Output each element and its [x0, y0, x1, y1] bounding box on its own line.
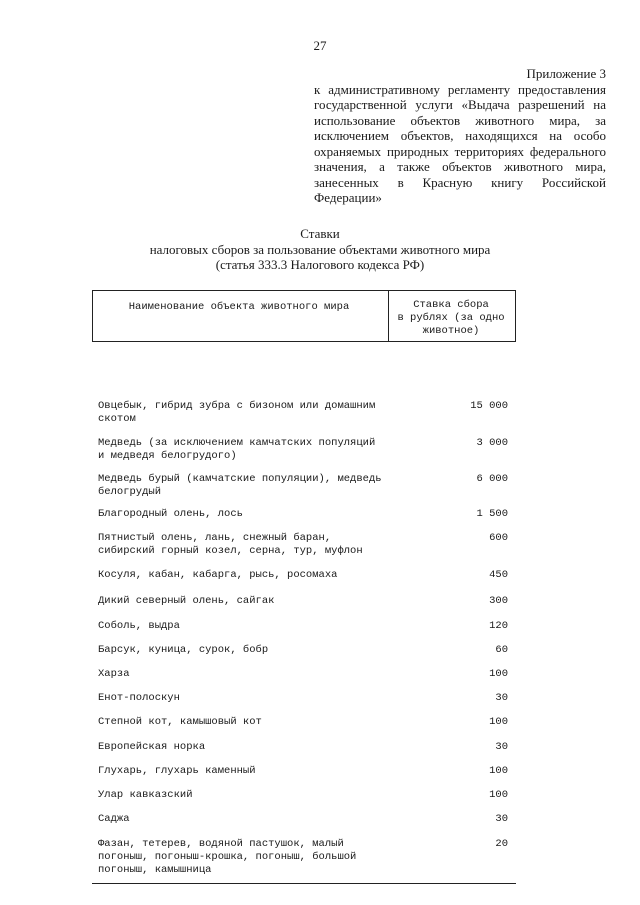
- header-divider-right: [515, 291, 516, 341]
- row-name-line: Медведь бурый (камчатские популяции), медведь: [98, 473, 382, 485]
- row-name-line: Европейская норка: [98, 741, 206, 753]
- row-name: [98, 400, 388, 426]
- row-value: 100: [489, 668, 508, 680]
- header-rate-line: Ставка сбора: [413, 299, 489, 311]
- row-value: 15 000: [470, 400, 508, 412]
- row-name: [98, 644, 388, 657]
- row-name-line: Соболь, выдра: [98, 620, 180, 632]
- title-line-1: Ставки: [300, 226, 340, 241]
- row-value: 20: [495, 838, 508, 850]
- header-rate: [392, 299, 510, 338]
- row-name-line: Харза: [98, 668, 130, 680]
- row-name: [98, 437, 388, 463]
- row-name: [98, 668, 388, 681]
- row-name: [98, 595, 388, 608]
- row-name-line: Улар кавказский: [98, 789, 193, 801]
- row-value: 300: [489, 595, 508, 607]
- row-name: [98, 692, 388, 705]
- row-name-line: Енот-полоскун: [98, 692, 180, 704]
- title-line-3: (статья 333.3 Налогового кодекса РФ): [215, 257, 425, 272]
- row-name: [98, 716, 388, 729]
- rates-table: [92, 290, 516, 876]
- row-name: [98, 508, 388, 521]
- row-name-line: белогрудый: [98, 486, 162, 498]
- appendix-block: [314, 66, 606, 206]
- row-value: 100: [489, 765, 508, 777]
- row-name-line: и медведя белогрудого): [98, 450, 237, 462]
- table-bottom-border: [92, 883, 516, 884]
- header-divider-middle: [388, 291, 389, 341]
- row-value: 120: [489, 620, 508, 632]
- row-name-line: Степной кот, камышовый кот: [98, 716, 262, 728]
- header-name: Наименование объекта животного мира: [128, 301, 350, 313]
- page-number: 27: [313, 38, 327, 53]
- row-name-line: Барсук, куница, сурок, бобр: [98, 644, 269, 656]
- title-line-2: налоговых сборов за пользование объектами животного мира: [149, 241, 491, 257]
- row-value: 60: [495, 644, 508, 656]
- row-value: 30: [495, 741, 508, 753]
- row-name-line: погоныш, камышница: [98, 864, 212, 876]
- table-header: [92, 290, 516, 342]
- row-name-line: погоныш, погоныш-крошка, погоныш, большой: [98, 851, 357, 863]
- row-name-line: сибирский горный козел, серна, тур, муфлон: [98, 545, 363, 557]
- row-name: [98, 473, 388, 499]
- header-rate-line: в рублях (за одно: [397, 312, 505, 324]
- row-name: [98, 741, 388, 754]
- row-name-line: Благородный олень, лось: [98, 508, 243, 520]
- document-title: [0, 226, 640, 273]
- row-name-line: скотом: [98, 413, 136, 425]
- row-name: [98, 765, 388, 778]
- row-name-line: Дикий северный олень, сайгак: [98, 595, 275, 607]
- header-divider-left: [92, 291, 93, 341]
- row-value: 3 000: [476, 437, 508, 449]
- appendix-heading: Приложение 3: [526, 66, 606, 81]
- row-name: [98, 813, 388, 826]
- row-name: [98, 532, 388, 558]
- row-name-line: Глухарь, глухарь каменный: [98, 765, 256, 777]
- row-value: 30: [495, 813, 508, 825]
- row-name: [98, 838, 388, 877]
- header-rate-line: животное): [422, 325, 480, 337]
- row-name: [98, 569, 388, 582]
- row-value: 100: [489, 789, 508, 801]
- row-name-line: Косуля, кабан, кабарга, рысь, росомаха: [98, 569, 338, 581]
- row-name-line: Овцебык, гибрид зубра с бизоном или домашним: [98, 400, 376, 412]
- row-name-line: Саджа: [98, 813, 130, 825]
- row-name: [98, 620, 388, 633]
- row-name-line: Пятнистый олень, лань, снежный баран,: [98, 532, 332, 544]
- row-value: 450: [489, 569, 508, 581]
- appendix-body: к административному регламенту предоставления государственной услуги «Выдача разрешений на использование объектов животного мира, за исключением объектов, находящихся на особо охраняемых природных территориях федерального значения, а также объектов животного мира, занесенных в Красную книгу Российской Федерации»: [314, 81, 606, 205]
- row-value: 100: [489, 716, 508, 728]
- row-value: 600: [489, 532, 508, 544]
- row-value: 30: [495, 692, 508, 704]
- row-value: 1 500: [476, 508, 508, 520]
- row-value: 6 000: [476, 473, 508, 485]
- row-name: [98, 789, 388, 802]
- row-name-line: Медведь (за исключением камчатских популяций: [98, 437, 376, 449]
- row-name-line: Фазан, тетерев, водяной пастушок, малый: [98, 838, 344, 850]
